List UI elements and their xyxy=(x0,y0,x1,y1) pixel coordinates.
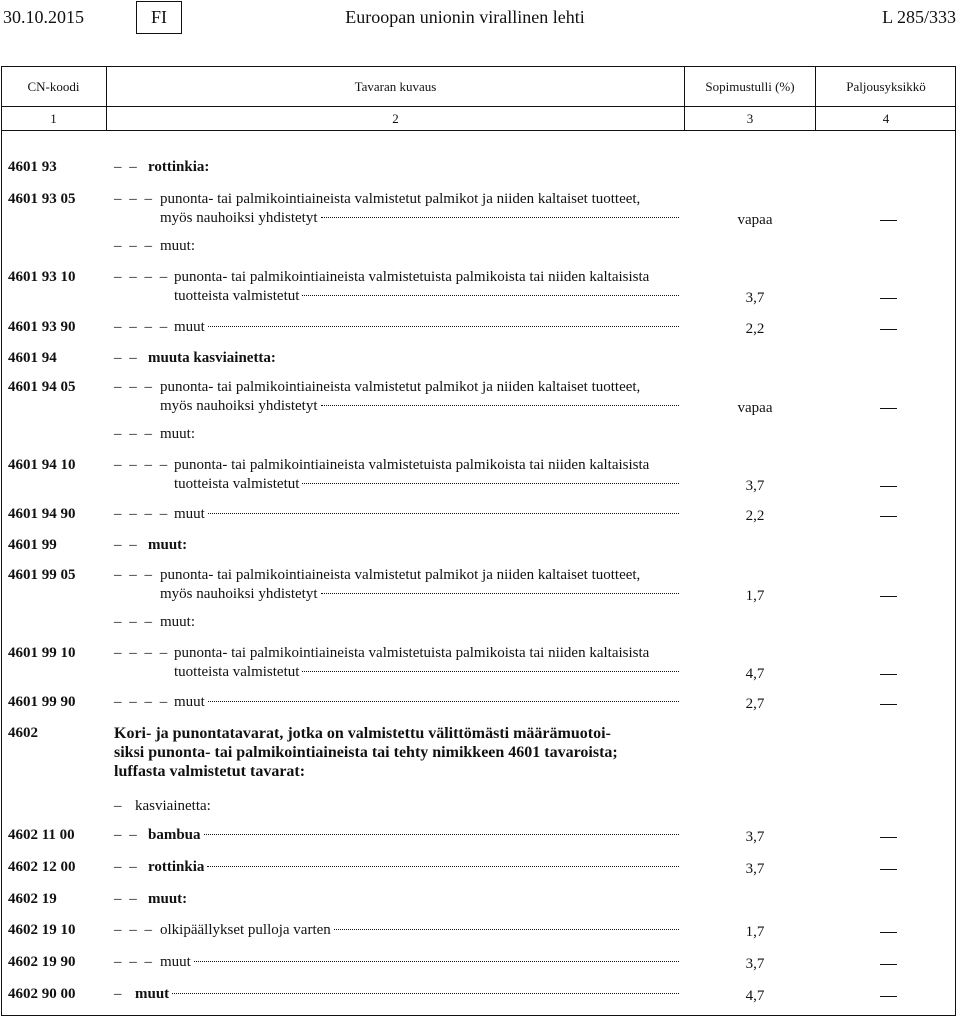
duty-rate: 2,7 xyxy=(745,696,765,712)
dot-leader xyxy=(334,929,679,930)
no-unit-dash xyxy=(880,220,897,221)
no-unit-dash xyxy=(880,516,897,517)
duty-rate: 3,7 xyxy=(745,290,765,306)
duty-rate: 4,7 xyxy=(745,988,765,1004)
description-text: punonta- tai palmikointiaineista valmistetut palmikot ja niiden kaltaiset tuotteet, xyxy=(160,191,641,207)
no-unit-dash xyxy=(880,486,897,487)
description-line xyxy=(174,663,679,682)
indent-dashes: – xyxy=(114,798,124,814)
description-text: tuotteista valmistetut xyxy=(174,664,300,680)
indent-dashes: – – xyxy=(114,891,139,907)
indent-dashes: – – – xyxy=(114,238,154,254)
indent-dashes: – – – xyxy=(114,922,154,938)
cn-code: 4601 94 10 xyxy=(8,457,76,473)
description-text: muut xyxy=(174,694,205,710)
description-line xyxy=(174,287,679,306)
description-line xyxy=(160,585,679,604)
dot-leader xyxy=(302,295,679,296)
dot-leader xyxy=(321,217,680,218)
indent-dashes: – – – – xyxy=(114,269,170,285)
cn-code: 4602 xyxy=(8,725,38,741)
dot-leader xyxy=(208,326,679,327)
duty-rate: 1,7 xyxy=(745,588,765,604)
duty-rate: vapaa xyxy=(737,400,773,416)
duty-rate: 4,7 xyxy=(745,666,765,682)
description-line xyxy=(114,456,679,475)
cn-code: 4602 19 90 xyxy=(8,954,76,970)
journal-title: Euroopan unionin virallinen lehti xyxy=(345,7,585,27)
description-line xyxy=(114,613,679,632)
description-text: tuotteista valmistetut xyxy=(174,288,300,304)
description-line xyxy=(114,953,679,972)
no-unit-dash xyxy=(880,329,897,330)
indent-dashes: – – – xyxy=(114,426,154,442)
description-line xyxy=(114,378,679,397)
duty-rate: 3,7 xyxy=(745,956,765,972)
heading-line: Kori- ja punontatavarat, jotka on valmistettu välittömästi määrämuotoi- xyxy=(114,725,611,742)
description-text: myös nauhoiksi yhdistetyt xyxy=(160,210,318,226)
col-number-2: 2 xyxy=(392,111,399,126)
description-text: muut xyxy=(174,506,205,522)
dot-leader xyxy=(194,961,679,962)
description-line xyxy=(114,190,679,209)
col-number-3: 3 xyxy=(746,111,754,126)
indent-dashes: – – – – xyxy=(114,457,170,473)
col-number-4: 4 xyxy=(882,111,890,126)
description-line xyxy=(114,985,679,1004)
no-unit-dash xyxy=(880,869,897,870)
indent-dashes: – – – – xyxy=(114,506,170,522)
description-text: tuotteista valmistetut xyxy=(174,476,300,492)
dot-leader xyxy=(208,701,679,702)
cn-code: 4601 93 90 xyxy=(8,319,76,335)
page-number: L 285/333 xyxy=(882,7,956,27)
no-unit-dash xyxy=(880,996,897,997)
no-unit-dash xyxy=(880,596,897,597)
indent-dashes: – – – xyxy=(114,954,154,970)
description-text: olkipäällykset pulloja varten xyxy=(160,922,331,938)
publication-date: 30.10.2015 xyxy=(3,7,84,27)
no-unit-dash xyxy=(880,932,897,933)
duty-rate: 2,2 xyxy=(745,508,765,524)
indent-dashes: – – xyxy=(114,859,139,875)
description-text: myös nauhoiksi yhdistetyt xyxy=(160,398,318,414)
description-text: muut: xyxy=(148,537,188,553)
cn-code: 4602 12 00 xyxy=(8,859,76,875)
cn-code: 4601 99 05 xyxy=(8,567,76,583)
duty-rate: 3,7 xyxy=(745,861,765,877)
duty-rate: 3,7 xyxy=(745,829,765,845)
description-text: muut: xyxy=(160,238,196,254)
cn-code: 4601 94 90 xyxy=(8,506,76,522)
description-line xyxy=(114,237,679,256)
indent-dashes: – – – – xyxy=(114,694,170,710)
description-line xyxy=(114,505,679,524)
cn-code: 4601 99 xyxy=(8,537,57,553)
duty-rate: vapaa xyxy=(737,212,773,228)
description-line xyxy=(114,566,679,585)
col-header-cn-code: CN-koodi xyxy=(27,79,80,94)
description-line xyxy=(114,158,679,177)
indent-dashes: – – – xyxy=(114,614,154,630)
indent-dashes: – – xyxy=(114,350,139,366)
indent-dashes: – – – xyxy=(114,191,154,207)
dot-leader xyxy=(204,834,679,835)
no-unit-dash xyxy=(880,408,897,409)
indent-dashes: – – – xyxy=(114,567,154,583)
description-line xyxy=(114,318,679,337)
running-header xyxy=(0,0,960,36)
description-text: muut: xyxy=(160,614,196,630)
dot-leader xyxy=(172,993,679,994)
description-line xyxy=(174,475,679,494)
indent-dashes: – – – xyxy=(114,379,154,395)
indent-dashes: – – xyxy=(114,537,139,553)
description-text: muut: xyxy=(148,891,188,907)
no-unit-dash xyxy=(880,298,897,299)
description-text: punonta- tai palmikointiaineista valmistetut palmikot ja niiden kaltaiset tuotteet, xyxy=(160,379,641,395)
cn-code: 4601 93 05 xyxy=(8,191,76,207)
header-divider xyxy=(1,106,956,107)
col-header-unit: Paljousyksikkö xyxy=(846,79,926,94)
description-text: bambua xyxy=(148,827,201,843)
description-text: punonta- tai palmikointiaineista valmistetuista palmikoista tai niiden kaltaisista xyxy=(174,645,650,661)
indent-dashes: – – – – xyxy=(114,645,170,661)
description-text: rottinkia xyxy=(148,859,205,875)
cn-code: 4601 94 xyxy=(8,350,57,366)
col-number-1: 1 xyxy=(50,111,57,126)
duty-rate: 2,2 xyxy=(745,321,765,337)
description-text: punonta- tai palmikointiaineista valmistetuista palmikoista tai niiden kaltaisista xyxy=(174,269,650,285)
heading-line: siksi punonta- tai palmikointiaineista tai tehty nimikkeen 4601 tavaroista; xyxy=(114,744,618,761)
language-box: FI xyxy=(136,1,182,34)
duty-rate: 1,7 xyxy=(745,924,765,940)
heading-line: luffasta valmistetut tavarat: xyxy=(114,763,306,780)
dot-leader xyxy=(321,593,680,594)
cn-code: 4602 19 xyxy=(8,891,57,907)
description-text: rottinkia: xyxy=(148,159,210,175)
description-line xyxy=(114,268,679,287)
description-line xyxy=(114,890,679,909)
col-header-duty: Sopimustulli (%) xyxy=(705,79,795,94)
duty-rate: 3,7 xyxy=(745,478,765,494)
cn-code: 4601 93 10 xyxy=(8,269,76,285)
description-text: muut xyxy=(174,319,205,335)
description-line xyxy=(114,693,679,712)
description-text: muuta kasviainetta: xyxy=(148,350,276,366)
cn-code: 4602 90 00 xyxy=(8,986,76,1002)
description-line xyxy=(114,797,679,816)
description-line xyxy=(114,349,679,368)
indent-dashes: – – – – xyxy=(114,319,170,335)
indent-dashes: – – xyxy=(114,827,139,843)
dot-leader xyxy=(208,513,679,514)
description-text: muut xyxy=(135,986,170,1002)
cn-code: 4602 19 10 xyxy=(8,922,76,938)
description-line xyxy=(114,644,679,663)
cn-code: 4601 99 10 xyxy=(8,645,76,661)
description-text: punonta- tai palmikointiaineista valmistetuista palmikoista tai niiden kaltaisista xyxy=(174,457,650,473)
no-unit-dash xyxy=(880,704,897,705)
col-header-description: Tavaran kuvaus xyxy=(354,79,437,94)
description-line xyxy=(114,921,679,940)
description-line xyxy=(114,425,679,444)
indent-dashes: – xyxy=(114,986,124,1002)
number-row-divider xyxy=(1,130,956,131)
no-unit-dash xyxy=(880,964,897,965)
description-line xyxy=(114,826,679,845)
description-text: muut xyxy=(160,954,191,970)
indent-dashes: – – xyxy=(114,159,139,175)
description-line xyxy=(160,397,679,416)
description-text: punonta- tai palmikointiaineista valmistetut palmikot ja niiden kaltaiset tuotteet, xyxy=(160,567,641,583)
description-line xyxy=(114,536,679,555)
description-text: myös nauhoiksi yhdistetyt xyxy=(160,586,318,602)
description-text: muut: xyxy=(160,426,196,442)
cn-code: 4601 93 xyxy=(8,159,57,175)
dot-leader xyxy=(321,405,680,406)
description-text: kasviainetta: xyxy=(135,798,211,814)
dot-leader xyxy=(302,483,679,484)
dot-leader xyxy=(302,671,679,672)
dot-leader xyxy=(207,866,679,867)
description-line xyxy=(160,209,679,228)
cn-code: 4601 99 90 xyxy=(8,694,76,710)
cn-code: 4601 94 05 xyxy=(8,379,76,395)
no-unit-dash xyxy=(880,837,897,838)
no-unit-dash xyxy=(880,674,897,675)
description-line xyxy=(114,858,679,877)
cn-code: 4602 11 00 xyxy=(8,827,75,843)
